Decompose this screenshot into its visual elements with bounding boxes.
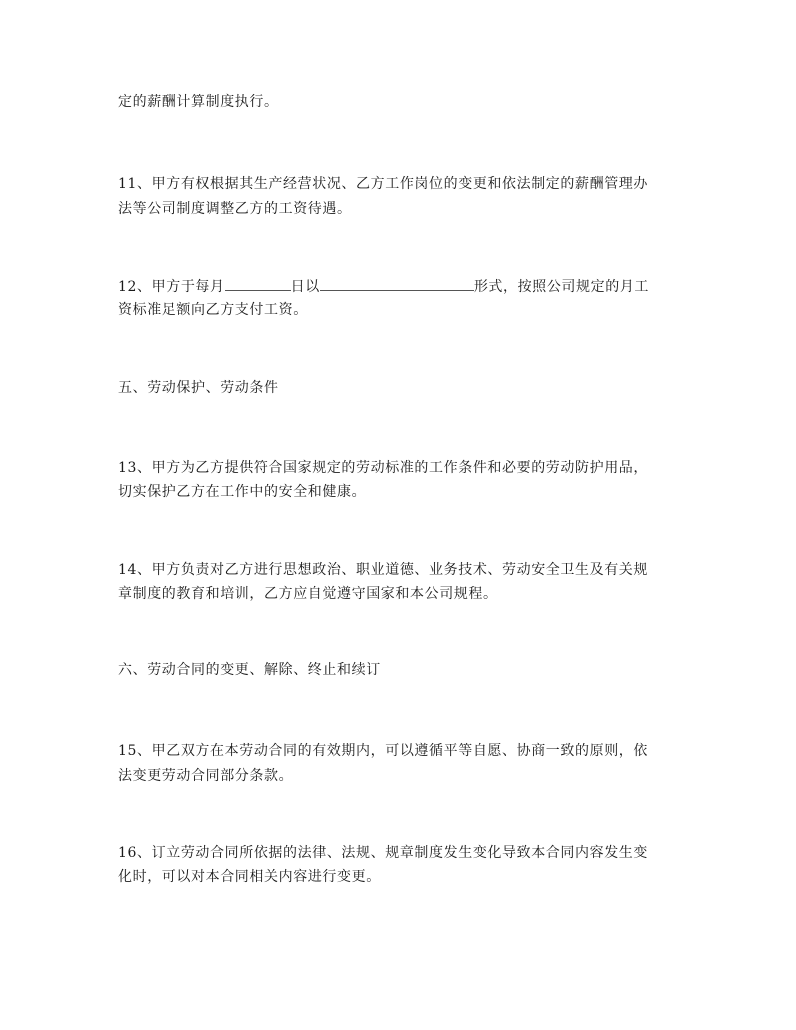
clause-14-line-1: 14、甲方负责对乙方进行思想政治、职业道德、业务技术、劳动安全卫生及有关规 <box>118 562 649 578</box>
clause-11-line-1: 11、甲方有权根据其生产经营状况、乙方工作岗位的变更和依法制定的薪酬管理办 <box>118 176 649 192</box>
clause-15-line-1: 15、甲乙双方在本劳动合同的有效期内，可以遵循平等自愿、协商一致的原则，依 <box>118 743 649 759</box>
clause-16-line-1: 16、订立劳动合同所依据的法律、法规、规章制度发生变化导致本合同内容发生变 <box>118 845 649 861</box>
text-line: 定的薪酬计算制度执行。 <box>118 94 279 110</box>
clause-14-line-2: 章制度的教育和培训，乙方应自觉遵守国家和本公司规程。 <box>118 586 498 602</box>
payment-form-blank <box>320 276 474 291</box>
clause-16-line-2: 化时，可以对本合同相关内容进行变更。 <box>118 869 381 885</box>
clause-12-text-a: 12、甲方于每月 <box>118 279 225 295</box>
clause-12-text-c: 形式，按照公司规定的月工 <box>473 279 650 295</box>
clause-12-line-1 <box>118 276 649 297</box>
clause-13-line-1: 13、甲方为乙方提供符合国家规定的劳动标准的工作条件和必要的劳动防护用品， <box>118 460 649 476</box>
payday-blank <box>225 276 291 291</box>
clause-12-text-b: 日以 <box>290 279 320 295</box>
clause-15-line-2: 法变更劳动合同部分条款。 <box>118 768 294 784</box>
section-heading-5: 五、劳动保护、劳动条件 <box>118 380 279 396</box>
clause-13-line-2: 切实保护乙方在工作中的安全和健康。 <box>118 484 367 500</box>
clause-12-line-2: 资标准足额向乙方支付工资。 <box>118 302 308 318</box>
clause-11-line-2: 法等公司制度调整乙方的工资待遇。 <box>118 201 352 217</box>
section-heading-6: 六、劳动合同的变更、解除、终止和续订 <box>118 662 381 678</box>
